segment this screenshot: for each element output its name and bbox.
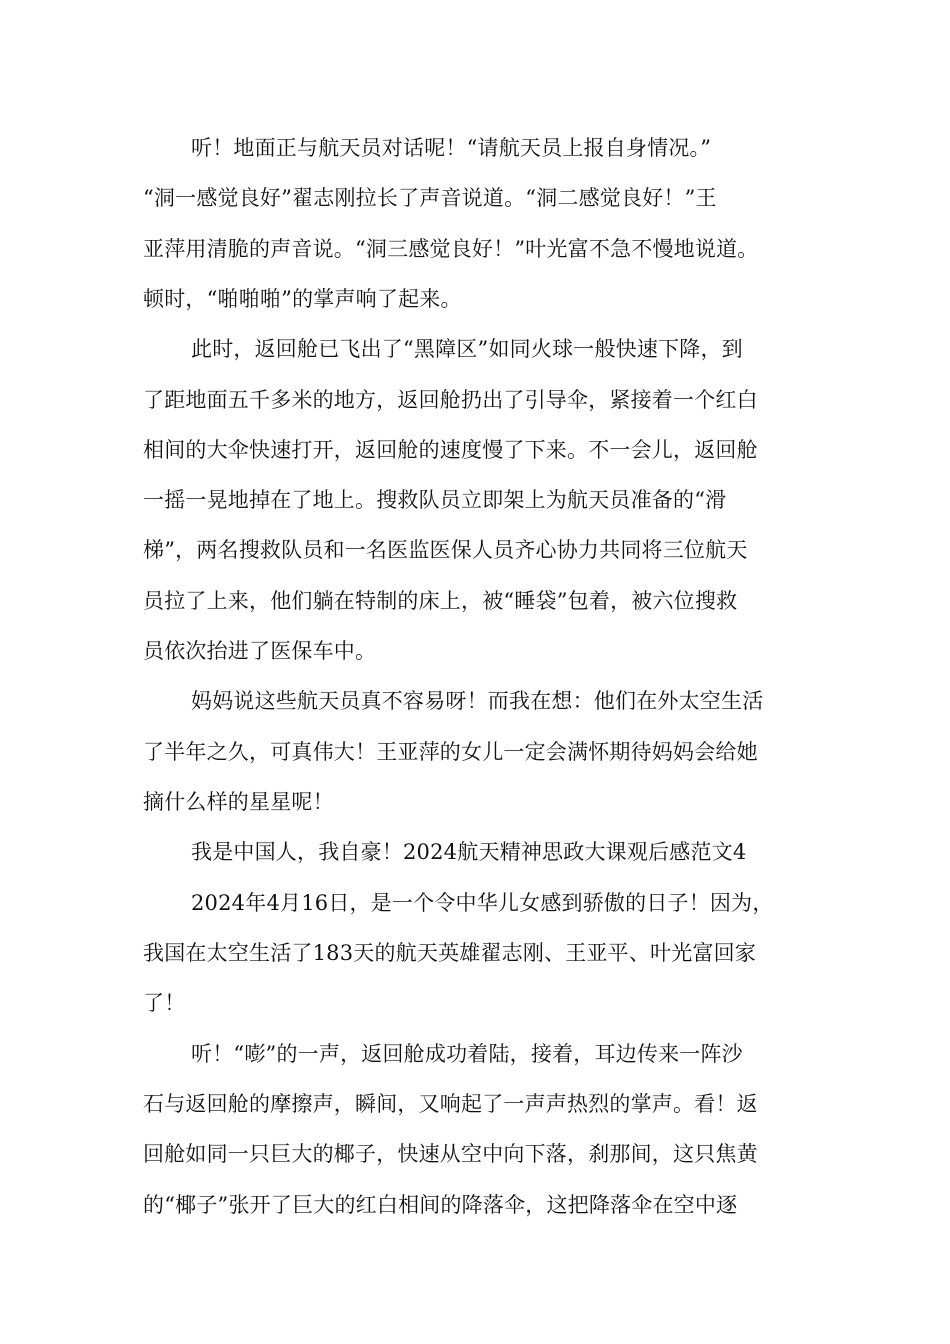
text-line: 顿时，“啪啪啪”的掌声响了起来。: [143, 287, 462, 311]
text-line: 摘什么样的星星呢！: [143, 790, 334, 814]
text-line: 听！地面正与航天员对话呢！“请航天员上报自身情况。”: [191, 136, 712, 160]
text-line: 了半年之久，可真伟大！王亚萍的女儿一定会满怀期待妈妈会给她: [143, 740, 758, 764]
text-line: 员依次抬进了医保车中。: [143, 639, 377, 663]
text-line: 相间的大伞快速打开，返回舱的速度慢了下来。不一会儿，返回舱: [143, 438, 758, 462]
text-line: 2024年4月16日，是一个令中华儿女感到骄傲的日子！因为，: [191, 891, 774, 915]
text-line: 员拉了上来，他们躺在特制的床上，被“睡袋”包着，被六位搜救: [143, 589, 738, 613]
text-line: 了！: [143, 991, 186, 1015]
text-line: 梯”，两名搜救队员和一名医监医保人员齐心协力共同将三位航天: [143, 538, 748, 562]
section-heading: 我是中国人，我自豪！2024航天精神思政大课观后感范文4: [191, 840, 747, 864]
text-line: 了距地面五千多米的地方，返回舱扔出了引导伞，紧接着一个红白: [143, 388, 758, 412]
text-line: “洞一感觉良好”翟志刚拉长了声音说道。“洞二感觉良好！”王: [143, 186, 717, 210]
text-line: 亚萍用清脆的声音说。“洞三感觉良好！”叶光富不急不慢地说道。: [143, 237, 759, 261]
text-line: 听！“嘭”的一声，返回舱成功着陆，接着，耳边传来一阵沙: [191, 1042, 743, 1066]
text-line: 一摇一晃地掉在了地上。搜救队员立即架上为航天员准备的“滑: [143, 488, 727, 512]
text-line: 妈妈说这些航天员真不容易呀！而我在想：他们在外太空生活: [191, 689, 764, 713]
text-line: 石与返回舱的摩擦声，瞬间，又响起了一声声热烈的掌声。看！返: [143, 1092, 758, 1116]
text-line: 的“椰子”张开了巨大的红白相间的降落伞，这把降落伞在空中逐: [143, 1193, 738, 1217]
text-line: 此时，返回舱已飞出了“黑障区”如同火球一般快速下降，到: [191, 337, 743, 361]
text-line: 我国在太空生活了183天的航天英雄翟志刚、王亚平、叶光富回家: [143, 941, 757, 965]
text-line: 回舱如同一只巨大的椰子，快速从空中向下落，刹那间，这只焦黄: [143, 1142, 758, 1166]
